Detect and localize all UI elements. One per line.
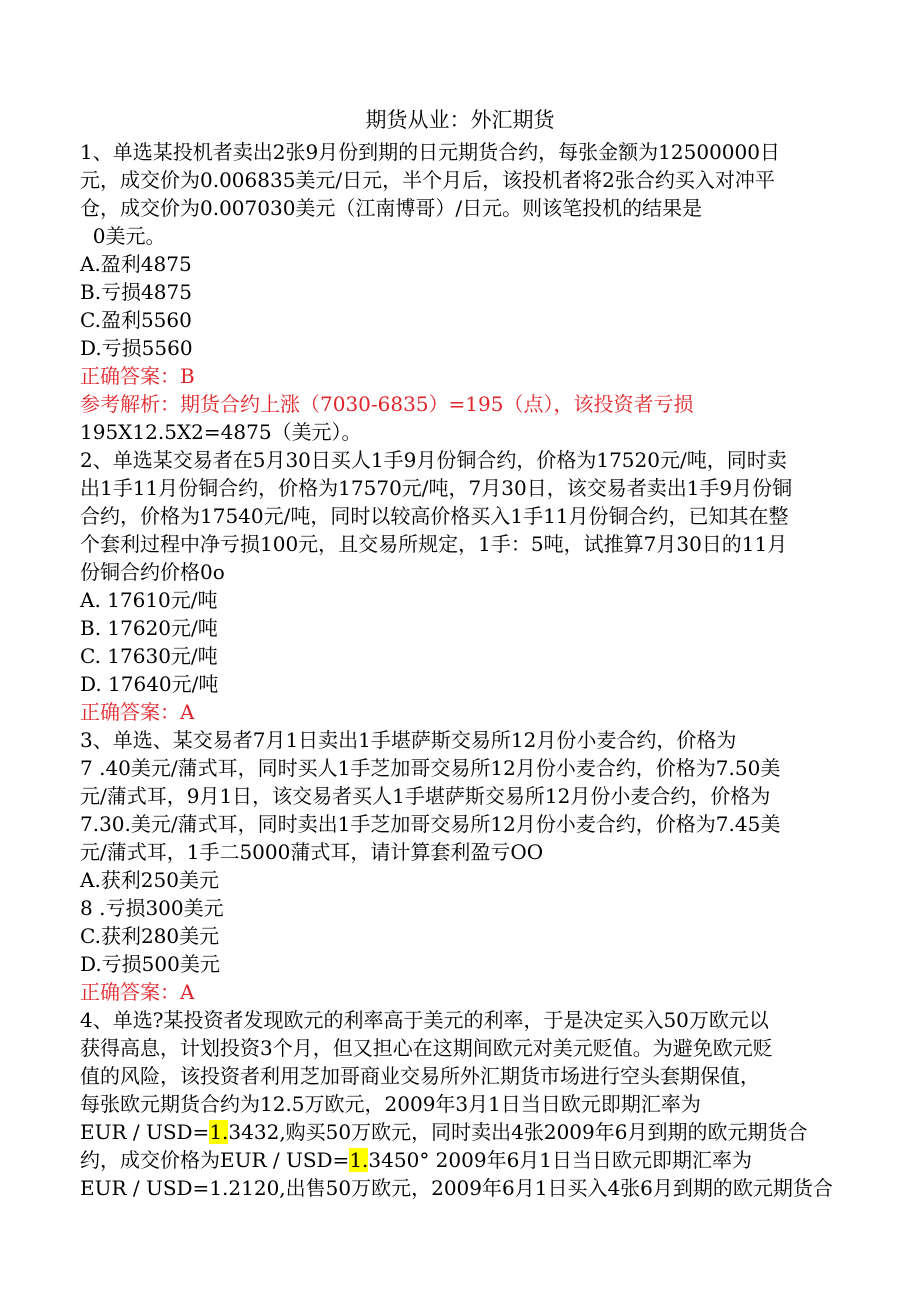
q1-explanation-cont: 195X12.5X2=4875（美元）。 (80, 420, 362, 444)
q1-line: 仓，成交价为0.007030美元（江南博哥）/日元。则该笔投机的结果是 (80, 196, 703, 220)
q3-line: 7 .40美元/蒲式耳，同时买人1手芝加哥交易所12月份小麦合约，价格为7.50美 (80, 756, 781, 780)
q3-line: 7.30.美元/蒲式耳，同时卖出1手芝加哥交易所12月份小麦合约，价格为7.45美 (80, 812, 781, 836)
q3-line: 元/蒲式耳，1手二5000蒲式耳，请计算套利盈亏OO (80, 840, 544, 864)
q1-option-c: C.盈利5560 (80, 308, 192, 332)
q3-line: 3、单选、某交易者7月1日卖出1手堪萨斯交易所12月份小麦合约，价格为 (80, 728, 737, 752)
q4-text: 3450° 2009年6月1日当日欧元即期汇率为 (368, 1148, 753, 1172)
q2-option-b: B. 17620元/吨 (80, 616, 218, 640)
q2-option-d: D. 17640元/吨 (80, 672, 219, 696)
q2-line: 份铜合约价格0o (80, 560, 225, 584)
q4-line-rate (80, 1118, 840, 1146)
q1-line: 元，成交价为0.006835美元/日元，半个月后，该投机者将2张合约买入对冲平 (80, 168, 775, 192)
highlighted-text: 1. (209, 1120, 229, 1144)
document-body (80, 138, 840, 1202)
q2-option-a: A. 17610元/吨 (80, 588, 218, 612)
q1-line: 0美元。 (80, 224, 166, 248)
q4-line: 每张欧元期货合约为12.5万欧元，2009年3月1日当日欧元即期汇率为 (80, 1092, 701, 1116)
q2-line: 2、单选某交易者在5月30日买人1手9月份铜合约，价格为17520元/吨，同时卖 (80, 448, 787, 472)
q4-text: 约，成交价格为EUR / USD= (80, 1148, 350, 1172)
q1-explanation: 参考解析：期货合约上涨（7030-6835）=195（点），该投资者亏损 (80, 392, 694, 416)
q2-line: 个套利过程中净亏损100元，且交易所规定，1手：5吨，试推算7月30日的11月 (80, 532, 788, 556)
q4-text: 3432,购买50万欧元，同时卖出4张2009年6月到期的欧元期货合 (228, 1120, 808, 1144)
q1-option-b: B.亏损4875 (80, 280, 192, 304)
q4-text: EUR / USD= (80, 1120, 210, 1144)
q1-line: 1、单选某投机者卖出2张9月份到期的日元期货合约，每张金额为12500000日 (80, 140, 780, 164)
q2-option-c: C. 17630元/吨 (80, 644, 218, 668)
q3-option-b: 8 .亏损300美元 (80, 896, 224, 920)
q2-line: 出1手11月份铜合约，价格为17570元/吨，7月30日，该交易者卖出1手9月份铜 (80, 476, 793, 500)
q4-line: 获得高息，计划投资3个月，但又担心在这期间欧元对美元贬值。为避免欧元贬 (80, 1036, 773, 1060)
q1-option-d: D.亏损5560 (80, 336, 193, 360)
q4-line-price (80, 1146, 840, 1174)
q3-option-d: D.亏损500美元 (80, 952, 220, 976)
q1-answer: 正确答案：B (80, 364, 195, 388)
q3-option-a: A.获利250美元 (80, 868, 219, 892)
q3-line: 元/蒲式耳，9月1日，该交易者买人1手堪萨斯交易所12月份小麦合约，价格为 (80, 784, 771, 808)
q4-line: 4、单选?某投资者发现欧元的利率高于美元的利率，于是决定买入50万欧元以 (80, 1008, 769, 1032)
q2-answer: 正确答案：A (80, 700, 195, 724)
q3-option-c: C.获利280美元 (80, 924, 220, 948)
q4-line: 值的风险，该投资者利用芝加哥商业交易所外汇期货市场进行空头套期保值， (80, 1064, 760, 1088)
highlighted-text: 1. (349, 1148, 369, 1172)
q1-option-a: A.盈利4875 (80, 252, 192, 276)
q4-line: EUR / USD=1.2120,出售50万欧元，2009年6月1日买入4张6月到期的欧元期货合 (80, 1176, 833, 1200)
q2-line: 合约，价格为17540元/吨，同时以较高价格买入1手11月份铜合约，已知其在整 (80, 504, 789, 528)
q3-answer: 正确答案：A (80, 980, 195, 1004)
document-title: 期货从业：外汇期货 (365, 108, 555, 132)
